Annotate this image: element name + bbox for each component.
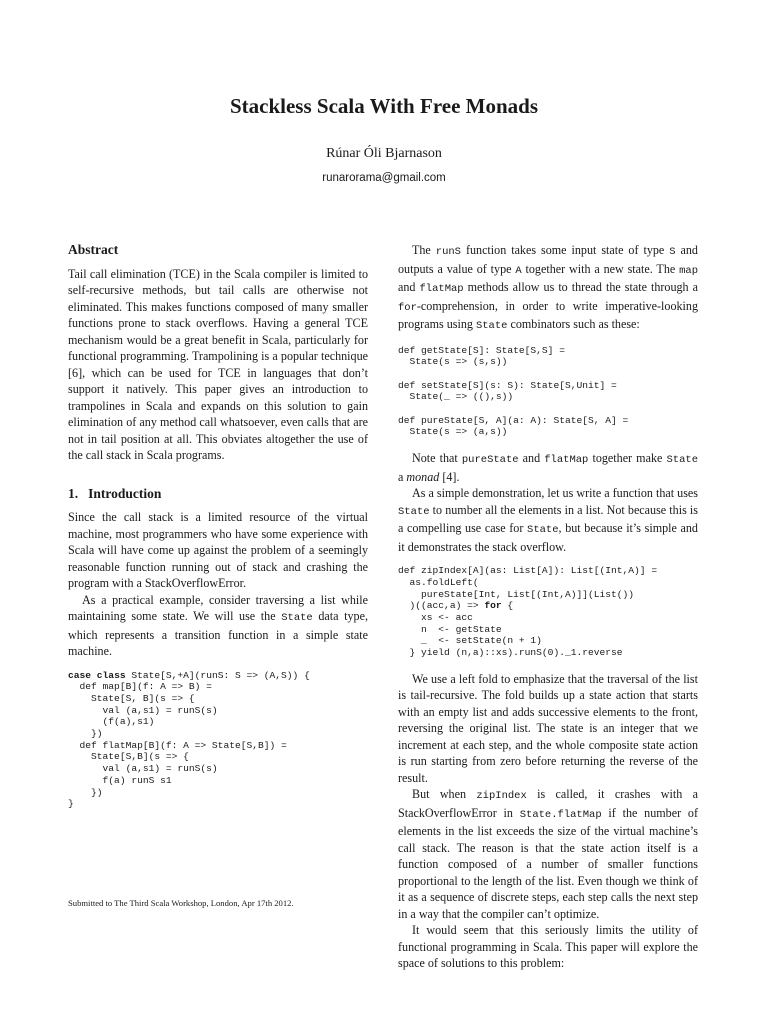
author-name: Rúnar Óli Bjarnason xyxy=(326,146,442,161)
right-paragraph-4: We use a left fold to emphasize that the traversal of the list is tail-recursive. The fold builds up a state action that starts with an empty list and adds successive elements to the front, reversing the original list. The state is an integer that we increment at each step, and the whole composite state action is run starting from zero before returning the reverse of the result. xyxy=(398,671,698,785)
code-block-state-combinators: def getState[S]: State[S,S] = State(s => (s,s)) def setState[S](s: S): State[S,Unit] = State(_ => ((),s)) def pureState[S, A](a: A): State[S, A] = State(s => (a,s)) xyxy=(398,344,629,438)
footnote: Submitted to The Third Scala Workshop, London, Apr 17th 2012. xyxy=(68,898,294,908)
inline-code: State xyxy=(281,612,313,624)
left-column xyxy=(68,242,368,822)
intro-paragraph-1: Since the call stack is a limited resource of the virtual machine, most programmers who have some experience with Scala will have come up against the problem of a seemingly reasonable function running out of stack and crashing the program with a StackOverflowError. xyxy=(68,510,368,590)
right-column xyxy=(398,242,698,972)
right-paragraph-1: The runS function takes some input state of type S and outputs a value of type A together with a new state. The map and flatMap methods allow us to thread the state through a for-comprehension, in order to write imperative-looking programs using State combinators such as these: xyxy=(398,243,698,332)
code-block-zipindex: def zipIndex[A](as: List[A]): List[(Int,A)] = as.foldLeft( pureState[Int, List[(Int,A)]](List()) )((acc,a) => for { xs <- acc n <- getState _ <- setState(n + 1) } yield (n,a)::xs).runS(0)._1.reverse xyxy=(398,565,658,659)
abstract-heading: Abstract xyxy=(68,242,119,257)
right-paragraph-6: It would seem that this seriously limits the utility of functional programming in Scala. This paper will explore the space of solutions to this problem: xyxy=(398,923,698,971)
abstract-text: Tail call elimination (TCE) in the Scala compiler is limited to self-recursive methods, but tail calls are otherwise not eliminated. This makes functions composed of many smaller functions prone to stack overflows. Having a general TCE mechanism would be a great benefit in Scala, particularly for functional programming. Trampolining is a popular technique [6], which can be used for TCE in languages that don’t support it natively. This paper gives an introduction to trampolines in Scala and expands on this solution to gain elimination of any method call whatsoever, even calls that are not in tail position at all. This obviates altogether the use of the call stack in Scala programs. xyxy=(68,266,368,462)
section-heading-introduction xyxy=(68,486,368,503)
code-block-state-class: case class State[S,+A](runS: S => (A,S)) { def map[B](f: A => B) = State[S, B](s => { val (a,s1) = runS(s) (f(a),s1) }) def flatMap[B](f: A => State[S,B]) = State[S,B](s => { val (a,s1) = runS(s) f(a) runS s1 }) } xyxy=(68,669,310,810)
right-paragraph-3: As a simple demonstration, let us write a function that uses State to number all the elements in a list. Not because this is a compelling use case for State, but because it’s simple and it demonstrates the stack overflow. xyxy=(398,486,698,554)
author-email[interactable]: runarorama@gmail.com xyxy=(322,172,446,184)
section-number: 1. xyxy=(68,485,79,501)
right-paragraph-5: But when zipIndex is called, it crashes with a StackOverflowError in State.flatMap if the number of elements in the list exceeds the size of the virtual machine’s call stack. The reason is that the state action itself is a function composed of a number of smaller functions proportional to the length of the list. Even though we think of it as a sequence of discrete steps, each step calls the next step in a way that the compiler can’t optimize. xyxy=(398,787,699,921)
section-title: Introduction xyxy=(88,485,162,501)
right-paragraph-2: Note that pureState and flatMap together make State a monad [4]. xyxy=(398,451,698,484)
page-title: Stackless Scala With Free Monads xyxy=(229,94,539,118)
intro-paragraph-2: As a practical example, consider traversing a list while maintaining some state. We will use the State data type, which represents a transition function in a simple state machine. xyxy=(68,592,368,658)
